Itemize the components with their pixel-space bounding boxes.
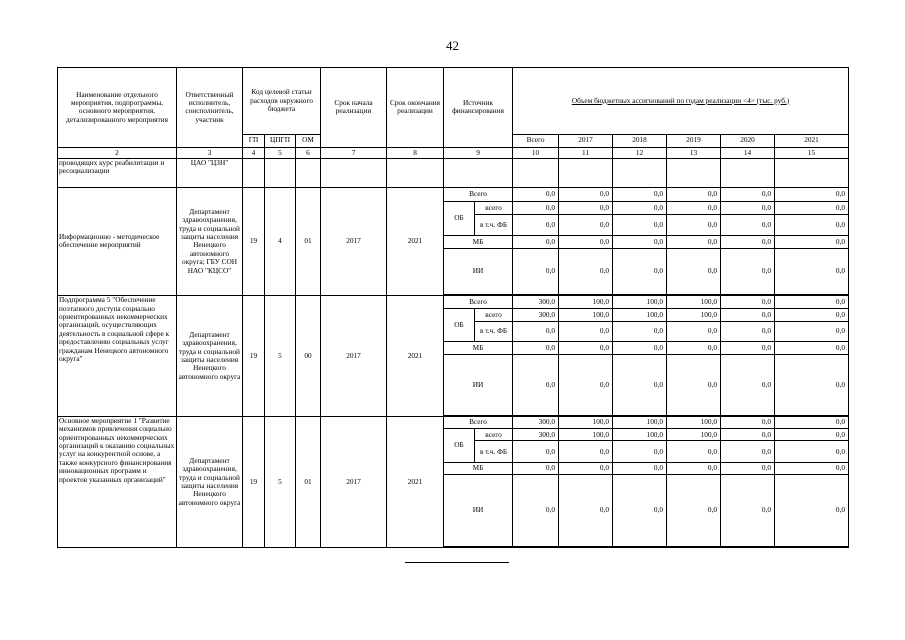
- value-cell: 0,0: [613, 475, 667, 547]
- table-row: [58, 416, 849, 428]
- row-label: ИИ: [444, 354, 513, 415]
- row-label: МБ: [444, 462, 513, 474]
- value-cell: 100,0: [613, 416, 667, 428]
- block-start: 2017: [321, 296, 387, 417]
- col-number: 3: [177, 147, 243, 158]
- block-end: 2021: [387, 187, 444, 295]
- value-cell: 0,0: [721, 441, 775, 462]
- value-cell: 0,0: [513, 215, 559, 235]
- value-cell: 0,0: [775, 309, 849, 321]
- header-executor: Ответственный исполнитель, соисполнитель, участник: [177, 68, 243, 148]
- value-cell: 0,0: [559, 342, 613, 354]
- value-cell: 0,0: [513, 235, 559, 248]
- header-name: Наименование отдельного мероприятия, подпрограммы, основного мероприятия, детализированного мероприятия: [58, 68, 177, 148]
- header-start: Срок начала реализации: [321, 68, 387, 148]
- value-cell: 300,0: [513, 296, 559, 309]
- continuation-row: [58, 159, 849, 188]
- value-cell: 0,0: [775, 215, 849, 235]
- value-cell: 0,0: [613, 215, 667, 235]
- value-cell: 0,0: [513, 354, 559, 415]
- col-number: 15: [775, 147, 849, 158]
- value-cell: 0,0: [667, 342, 721, 354]
- header-om: ОМ: [296, 134, 321, 147]
- ob-label: ОБ: [444, 429, 475, 463]
- value-cell: 100,0: [613, 296, 667, 309]
- col-number: 5: [265, 147, 296, 158]
- value-cell: 0,0: [775, 354, 849, 415]
- value-cell: 100,0: [559, 296, 613, 309]
- block-name: Основное мероприятие 1 "Развитие механизмов привлечения социально ориентированных некоммерческих организаций к оказанию социальных услуг на конкурентной основе, а также конкурсного финансирования инновационных программ и проектов указанных организаций": [58, 416, 177, 547]
- value-cell: 0,0: [613, 235, 667, 248]
- value-cell: 0,0: [775, 429, 849, 441]
- value-cell: 0,0: [613, 354, 667, 415]
- value-cell: 0,0: [559, 441, 613, 462]
- value-cell: 0,0: [721, 309, 775, 321]
- footnote-separator: [405, 562, 509, 563]
- value-cell: 0,0: [775, 321, 849, 341]
- value-cell: 0,0: [721, 416, 775, 428]
- row-label: Всего: [444, 416, 513, 428]
- block-cpgp: 5: [265, 296, 296, 417]
- header-cpgp: ЦПГП: [265, 134, 296, 147]
- row-label: МБ: [444, 235, 513, 248]
- value-cell: 0,0: [775, 296, 849, 309]
- value-cell: 0,0: [613, 202, 667, 215]
- header-year: 2017: [559, 134, 613, 147]
- value-cell: 100,0: [667, 429, 721, 441]
- value-cell: 0,0: [667, 249, 721, 295]
- value-cell: 100,0: [613, 309, 667, 321]
- value-cell: 0,0: [513, 441, 559, 462]
- block-executor: Департамент здравоохранения, труда и социальной защиты населения Ненецкого автономного округа; ГБУ СОН НАО "КЦСО": [177, 187, 243, 295]
- value-cell: 0,0: [559, 235, 613, 248]
- value-cell: 100,0: [667, 296, 721, 309]
- value-cell: 0,0: [559, 462, 613, 474]
- row-label: Всего: [444, 187, 513, 201]
- col-number: 11: [559, 147, 613, 158]
- cont-name: проводящих курс реабилитации и ресоциализации: [58, 159, 177, 188]
- value-cell: 0,0: [775, 475, 849, 547]
- value-cell: 100,0: [613, 429, 667, 441]
- row-label: всего: [475, 202, 513, 215]
- value-cell: 0,0: [667, 215, 721, 235]
- value-cell: 0,0: [775, 187, 849, 201]
- block-cpgp: 4: [265, 187, 296, 295]
- ob-label: ОБ: [444, 309, 475, 342]
- cont-executor: ЦАО "ЦЗН": [177, 159, 243, 188]
- value-cell: 300,0: [513, 429, 559, 441]
- value-cell: 100,0: [559, 429, 613, 441]
- block-end: 2021: [387, 416, 444, 547]
- value-cell: 0,0: [721, 475, 775, 547]
- row-label: ИИ: [444, 475, 513, 547]
- value-cell: 0,0: [667, 441, 721, 462]
- value-cell: 0,0: [775, 235, 849, 248]
- value-cell: 0,0: [667, 354, 721, 415]
- col-number: 6: [296, 147, 321, 158]
- value-cell: 0,0: [775, 416, 849, 428]
- col-number: 10: [513, 147, 559, 158]
- value-cell: 0,0: [559, 321, 613, 341]
- col-number: 13: [667, 147, 721, 158]
- value-cell: 0,0: [513, 462, 559, 474]
- value-cell: 0,0: [721, 354, 775, 415]
- value-cell: 100,0: [667, 309, 721, 321]
- header-year: 2019: [667, 134, 721, 147]
- header-year: 2021: [775, 134, 849, 147]
- value-cell: 0,0: [667, 187, 721, 201]
- value-cell: 0,0: [775, 202, 849, 215]
- row-label: всего: [475, 429, 513, 441]
- value-cell: 0,0: [559, 202, 613, 215]
- block-start: 2017: [321, 416, 387, 547]
- value-cell: 0,0: [721, 342, 775, 354]
- value-cell: 0,0: [775, 249, 849, 295]
- block-start: 2017: [321, 187, 387, 295]
- value-cell: 0,0: [721, 187, 775, 201]
- block-executor: Департамент здравоохранения, труда и социальной защиты населения Ненецкого автономного округа: [177, 296, 243, 417]
- row-label: всего: [475, 309, 513, 321]
- value-cell: 0,0: [613, 321, 667, 341]
- header-total: Всего: [513, 134, 559, 147]
- table-row: [58, 187, 849, 201]
- value-cell: 0,0: [513, 202, 559, 215]
- row-label: в т.ч. ФБ: [475, 441, 513, 462]
- row-label: в т.ч. ФБ: [475, 321, 513, 341]
- table-row: [58, 296, 849, 309]
- col-number: 12: [613, 147, 667, 158]
- value-cell: 100,0: [559, 309, 613, 321]
- value-cell: 0,0: [721, 202, 775, 215]
- col-number: 14: [721, 147, 775, 158]
- value-cell: 0,0: [721, 296, 775, 309]
- header-end: Срок окончания реализации: [387, 68, 444, 148]
- block-om: 00: [296, 296, 321, 417]
- value-cell: 0,0: [721, 429, 775, 441]
- column-numbers-row: [58, 147, 849, 158]
- block-end: 2021: [387, 296, 444, 417]
- header-gp: ГП: [243, 134, 265, 147]
- value-cell: 0,0: [775, 342, 849, 354]
- row-label: Всего: [444, 296, 513, 309]
- value-cell: 0,0: [559, 475, 613, 547]
- value-cell: 0,0: [721, 249, 775, 295]
- value-cell: 0,0: [513, 321, 559, 341]
- header-code: Код целевой статьи расходов окружного бюджета: [243, 68, 321, 135]
- value-cell: 0,0: [559, 249, 613, 295]
- block-om: 01: [296, 187, 321, 295]
- col-number: 8: [387, 147, 444, 158]
- value-cell: 100,0: [559, 416, 613, 428]
- row-label: МБ: [444, 342, 513, 354]
- block-executor: Департамент здравоохранения, труда и социальной защиты населения Ненецкого автономного округа: [177, 416, 243, 547]
- row-label: в т.ч. ФБ: [475, 215, 513, 235]
- col-number: 4: [243, 147, 265, 158]
- value-cell: 0,0: [721, 215, 775, 235]
- value-cell: 0,0: [775, 441, 849, 462]
- value-cell: 300,0: [513, 309, 559, 321]
- budget-table: [57, 67, 849, 548]
- value-cell: 0,0: [613, 462, 667, 474]
- block-gp: 19: [243, 296, 265, 417]
- col-number: 9: [444, 147, 513, 158]
- col-number: 7: [321, 147, 387, 158]
- value-cell: 300,0: [513, 416, 559, 428]
- col-number: 2: [58, 147, 177, 158]
- value-cell: 0,0: [667, 475, 721, 547]
- header-source: Источник финансирования: [444, 68, 513, 148]
- value-cell: 0,0: [513, 187, 559, 201]
- page-number: 42: [446, 38, 459, 53]
- block-om: 01: [296, 416, 321, 547]
- block-cpgp: 5: [265, 416, 296, 547]
- value-cell: 0,0: [667, 235, 721, 248]
- block-name: Информационно - методическое обеспечение мероприятий: [58, 187, 177, 295]
- value-cell: 0,0: [721, 235, 775, 248]
- header-year: 2020: [721, 134, 775, 147]
- value-cell: 0,0: [667, 462, 721, 474]
- block-name: Подпрограмма 5 "Обеспечение поэтапного доступа социально ориентированных некоммерческих организаций, осуществляющих деятельность в социальной сфере к предоставлению социальных услуг гражданам Ненецкого автономного округа": [58, 296, 177, 417]
- value-cell: 0,0: [613, 187, 667, 201]
- value-cell: 0,0: [721, 321, 775, 341]
- value-cell: 0,0: [721, 462, 775, 474]
- value-cell: 0,0: [613, 342, 667, 354]
- ob-label: ОБ: [444, 202, 475, 236]
- header-budget: Объем бюджетных ассигнований по годам реализации <4> (тыс. руб.): [513, 68, 849, 135]
- value-cell: 100,0: [667, 416, 721, 428]
- value-cell: 0,0: [559, 215, 613, 235]
- header-year: 2018: [613, 134, 667, 147]
- value-cell: 0,0: [513, 475, 559, 547]
- row-label: ИИ: [444, 249, 513, 295]
- value-cell: 0,0: [775, 462, 849, 474]
- value-cell: 0,0: [513, 342, 559, 354]
- value-cell: 0,0: [613, 249, 667, 295]
- block-gp: 19: [243, 187, 265, 295]
- value-cell: 0,0: [513, 249, 559, 295]
- value-cell: 0,0: [667, 202, 721, 215]
- value-cell: 0,0: [559, 354, 613, 415]
- value-cell: 0,0: [559, 187, 613, 201]
- block-gp: 19: [243, 416, 265, 547]
- value-cell: 0,0: [667, 321, 721, 341]
- value-cell: 0,0: [613, 441, 667, 462]
- header-row: [58, 68, 849, 135]
